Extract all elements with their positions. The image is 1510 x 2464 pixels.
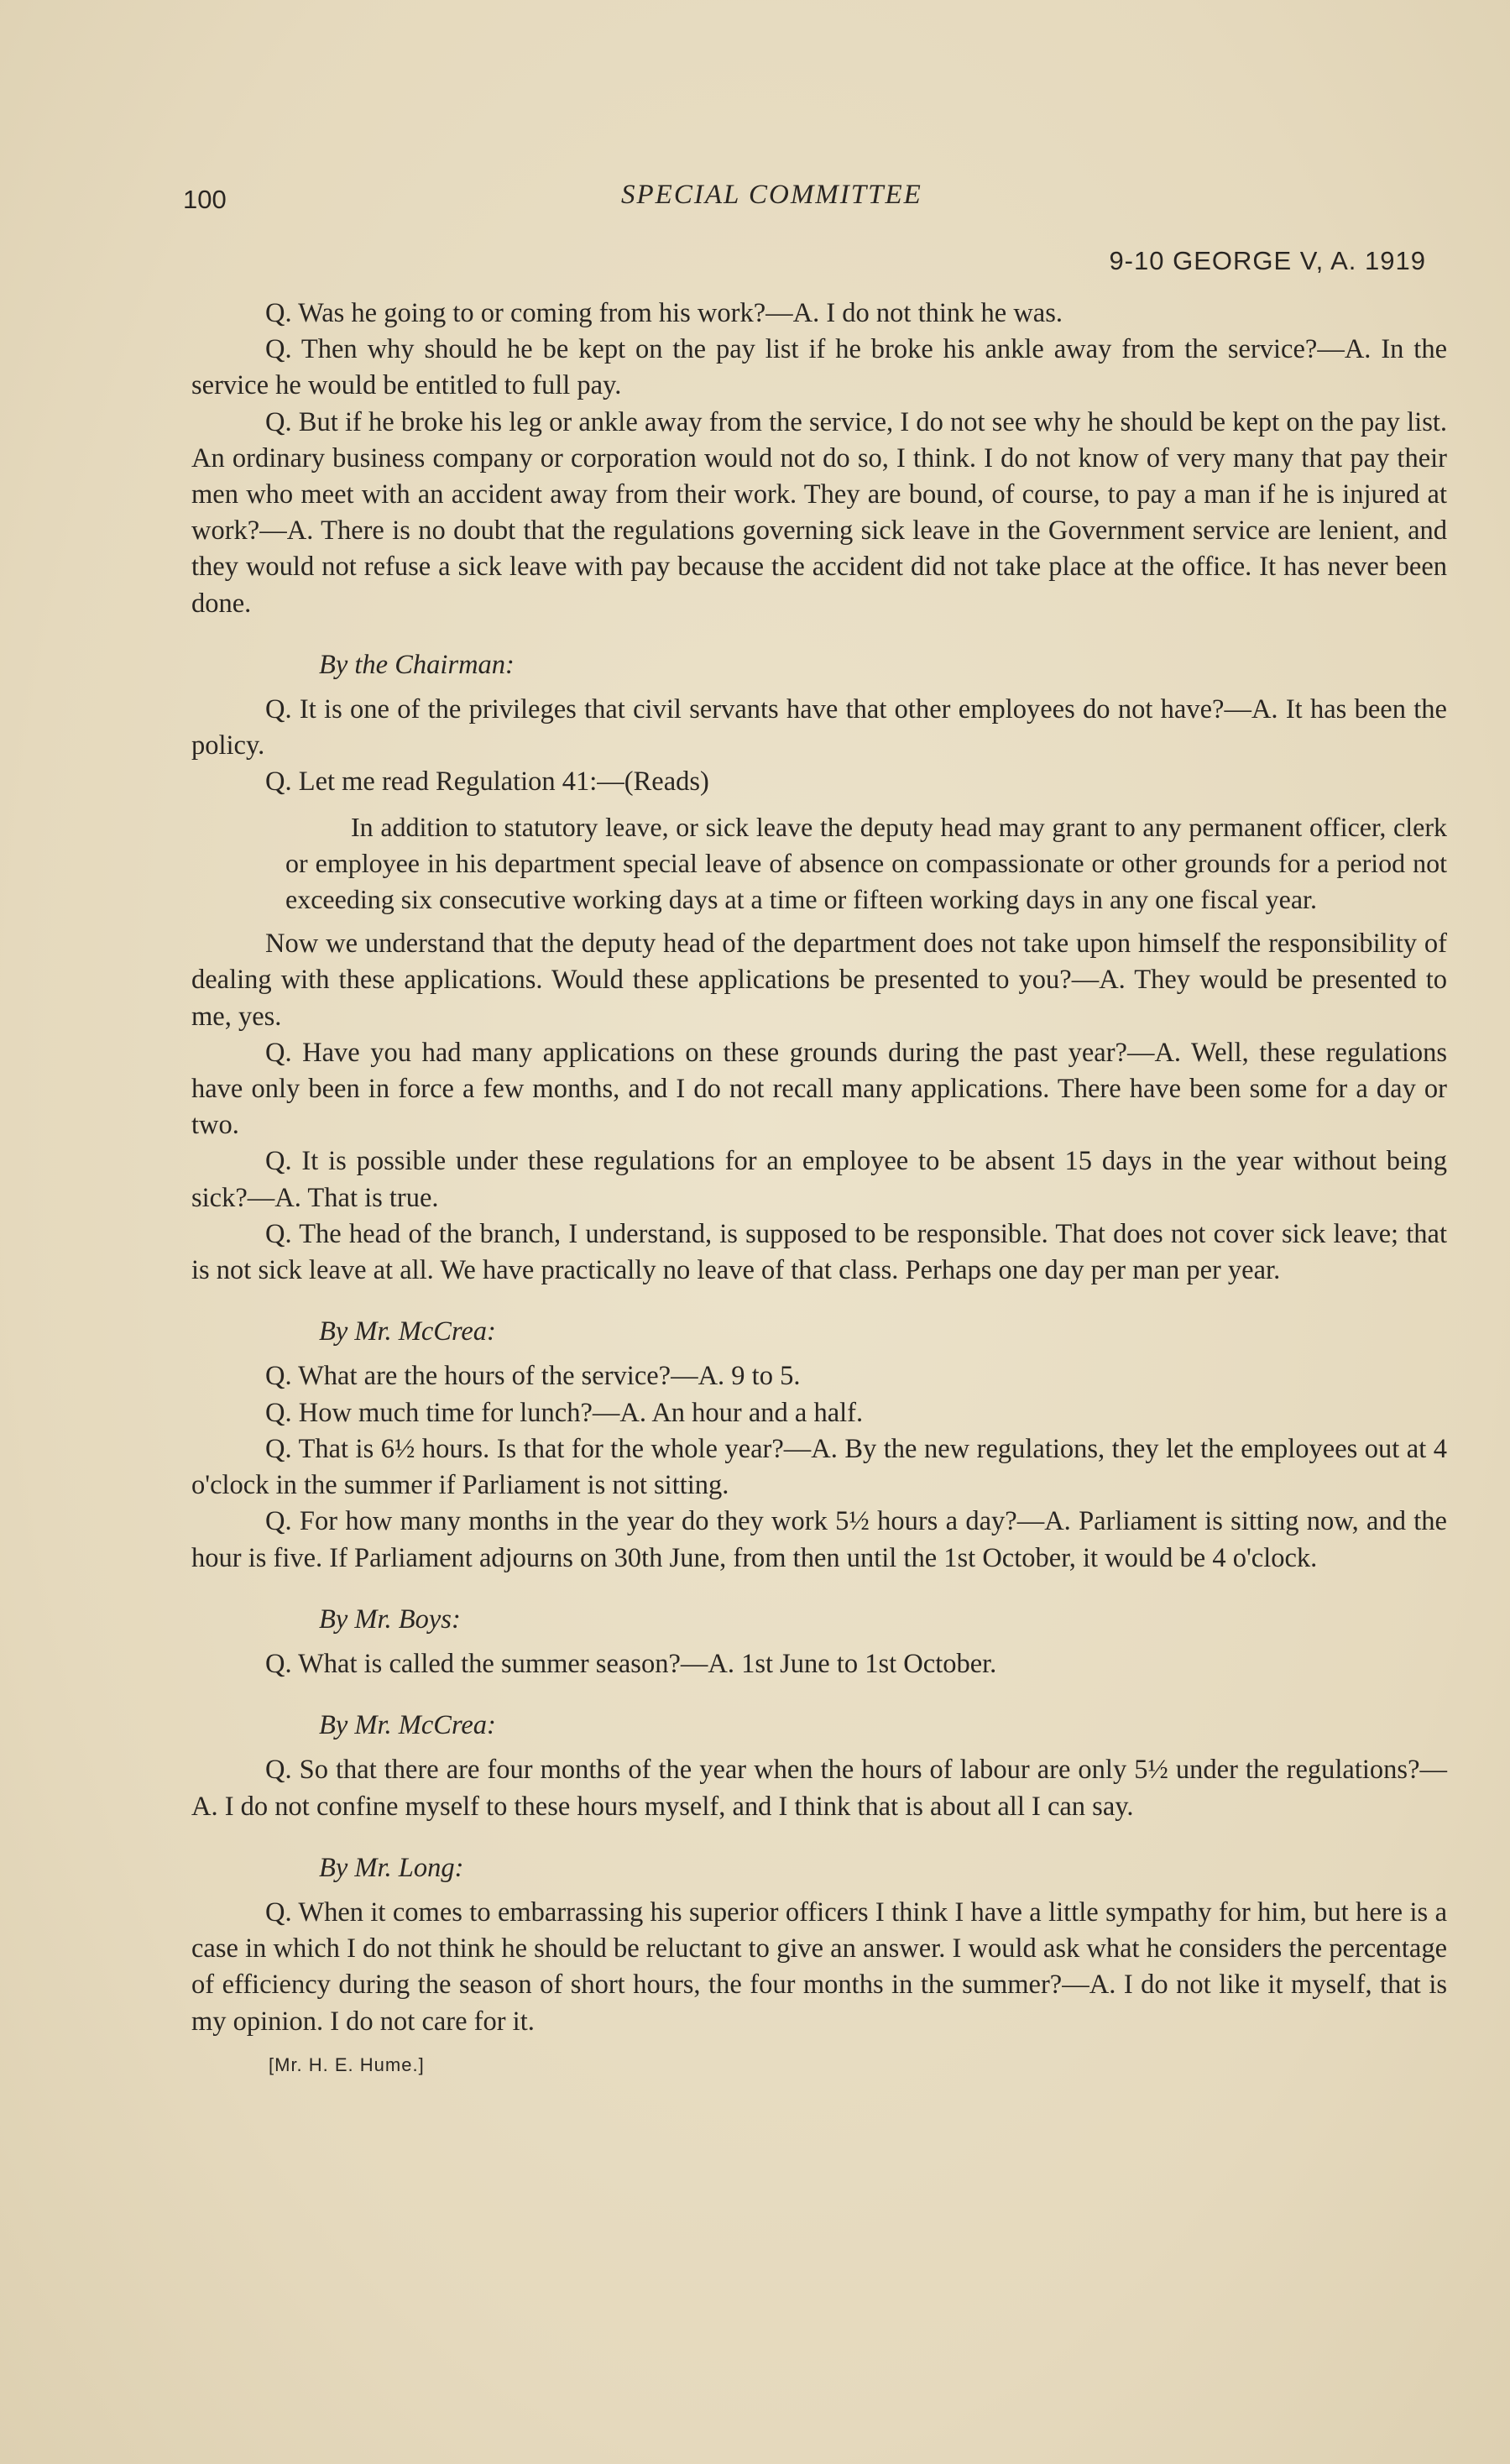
paragraph: Q. When it comes to embarrassing his superior officers I think I have a little sympathy for him, but here is a case in which I do not think he should be reluctant to give an answer. I would ask what he considers the percentage of efficiency during the season of short hours, the four months in the summer?—A. I do not like it myself, that is my opinion. I do not care for it. xyxy=(191,1896,1447,2037)
paragraph: Now we understand that the deputy head of the department does not take upon himself the responsibility of dealing with these applications. Would these applications be presented to you?—A. They would be presented to me, yes. xyxy=(191,929,1447,1032)
regulation-quote: In addition to statutory leave, or sick leave the deputy head may grant to any permanent officer, clerk or employee in his department special leave of absence on compassionate or other grounds for a period not exceeding six consecutive working days at a time or fifteen working days in any one fiscal year. xyxy=(285,811,1447,915)
paragraph: Q. Then why should he be kept on the pay list if he broke his ankle away from the service?—A. In the service he would be entitled to full pay. xyxy=(191,334,1447,401)
speaker-heading: By Mr. Boys: xyxy=(319,1603,461,1635)
transcript-body xyxy=(191,296,1447,2083)
speaker-heading: By Mr. Long: xyxy=(319,1852,464,1883)
paragraph: Q. For how many months in the year do they work 5½ hours a day?—A. Parliament is sitting now, and the hour is five. If Parliament adjourns on 30th June, from then until the 1st October, it would be 4 o'clock. xyxy=(191,1506,1447,1573)
paragraph: Q. So that there are four months of the year when the hours of labour are only 5½ under the regulations?—A. I do not confine myself to these hours myself, and I think that is about all I can say. xyxy=(191,1755,1447,1822)
speaker-heading: By the Chairman: xyxy=(319,649,515,680)
session-label: 9-10 GEORGE V, A. 1919 xyxy=(1109,246,1426,275)
page-number: 100 xyxy=(183,185,227,214)
paragraph: Q. It is possible under these regulations for an employee to be absent 15 days in the year without being sick?—A. That is true. xyxy=(191,1146,1447,1213)
paragraph: Q. Was he going to or coming from his work?—A. I do not think he was. xyxy=(265,298,1063,328)
speaker-heading: By Mr. McCrea: xyxy=(319,1316,496,1347)
witness-attribution: [Mr. H. E. Hume.] xyxy=(269,2053,425,2075)
paragraph: Q. But if he broke his leg or ankle away from the service, I do not see why he should be kept on the pay list. An ordinary business company or corporation would not do so, I think. I do not know of very many that pay their men who meet with an accident away from their work. They are bound, of course, to pay a man if he is injured at work?—A. There is no doubt that the regulations governing sick leave in the Government service are lenient, and they would not refuse a sick leave with pay because the accident did not take place at the office. It has never been done. xyxy=(191,406,1447,619)
paragraph: Q. What is called the summer season?—A. 1st June to 1st October. xyxy=(265,1648,997,1679)
paragraph: Q. The head of the branch, I understand, is supposed to be responsible. That does not cover sick leave; that is not sick leave at all. We have practically no leave of that class. Perhaps one day per man per year. xyxy=(191,1218,1447,1286)
running-title: SPECIAL COMMITTEE xyxy=(621,180,922,210)
paragraph: Q. How much time for lunch?—A. An hour and a half. xyxy=(265,1397,864,1428)
paragraph: Q. It is one of the privileges that civil servants have that other employees do not have?—A. It has been the policy. xyxy=(191,694,1447,761)
paragraph: Q. Let me read Regulation 41:—(Reads) xyxy=(265,766,709,798)
speaker-heading: By Mr. McCrea: xyxy=(319,1710,496,1741)
paragraph: Q. What are the hours of the service?—A. 9 to 5. xyxy=(265,1361,801,1392)
paragraph: Q. Have you had many applications on these grounds during the past year?—A. Well, these regulations have only been in force a few months, and I do not recall many applications. There have been some for a day or two. xyxy=(191,1037,1447,1141)
paragraph: Q. That is 6½ hours. Is that for the whole year?—A. By the new regulations, they let the employees out at 4 o'clock in the summer if Parliament is not sitting. xyxy=(191,1433,1447,1501)
